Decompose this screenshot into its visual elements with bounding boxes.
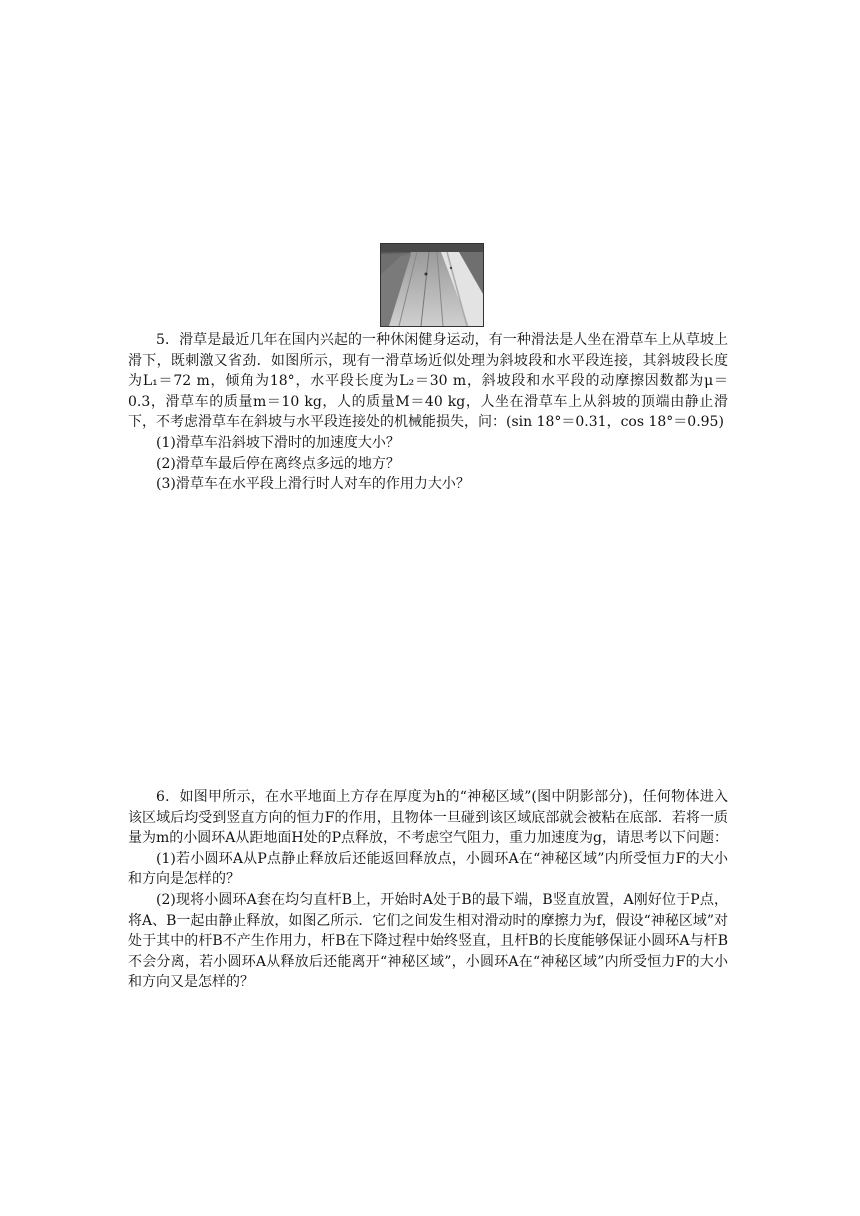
problem-6-number: 6． <box>156 789 180 805</box>
slope-photo-graphic <box>381 244 483 326</box>
problem-6 <box>128 787 728 993</box>
problem-6-question-2: (2)现将小圆环A套在均匀直杆B上，开始时A处于B的最下端，B竖直放置，A刚好位于P点，将A、B一起由静止释放，如图乙所示．它们之间发生相对滑动时的摩擦力为f，假设“神秘区域”对处于其中的杆B不产生作用力，杆B在下降过程中始终竖直，且杆B的长度能够保证小圆环A与杆B不会分离，若小圆环A从释放后还能离开“神秘区域”，小圆环A在“神秘区域”内所受恒力F的大小和方向又是怎样的？ <box>128 891 728 991</box>
problem-5-text: 滑草是最近几年在国内兴起的一种休闲健身运动，有一种滑法是人坐在滑草车上从草坡上滑下，既刺激又省劲．如图所示，现有一滑草场近似处理为斜坡段和水平段连接，其斜坡段长度为L₁＝72 m，倾角为18°，水平段长度为L₂＝30 m，斜坡段和水平段的动摩擦因数都为μ＝0.3，滑草车的质量m＝10 kg，人的质量M＝40 kg，人坐在滑草车上从斜坡的顶端由静止滑下，不考虑滑草车在斜坡与水平段连接处的机械能损失，问：(sin 18°＝0.31，cos 18°＝0.95) <box>128 332 728 431</box>
grass-skiing-slope-photo <box>380 243 484 327</box>
problem-5-question-3: (3)滑草车在水平段上滑行时人对车的作用力大小？ <box>156 476 470 493</box>
problem-5-question-1: (1)滑草车沿斜坡下滑时的加速度大小？ <box>156 434 400 451</box>
problem-5 <box>128 330 728 495</box>
problem-5-question-2: (2)滑草车最后停在离终点多远的地方？ <box>156 455 400 472</box>
problem-6-question-1: (1)若小圆环A从P点静止释放后还能返回释放点，小圆环A在“神秘区域”内所受恒力F的大小和方向是怎样的？ <box>128 850 728 888</box>
problem-5-stem <box>128 330 728 433</box>
problem-5-number: 5． <box>156 332 180 348</box>
problem-6-text: 如图甲所示，在水平地面上方存在厚度为h的“神秘区域”(图中阴影部分)，任何物体进入该区域后均受到竖直方向的恒力F的作用，且物体一旦碰到该区域底部就会被粘在底部．若将一质量为m的小圆环A从距地面H处的P点释放，不考虑空气阻力，重力加速度为g，请思考以下问题： <box>128 789 728 847</box>
problem-6-stem <box>128 787 728 849</box>
